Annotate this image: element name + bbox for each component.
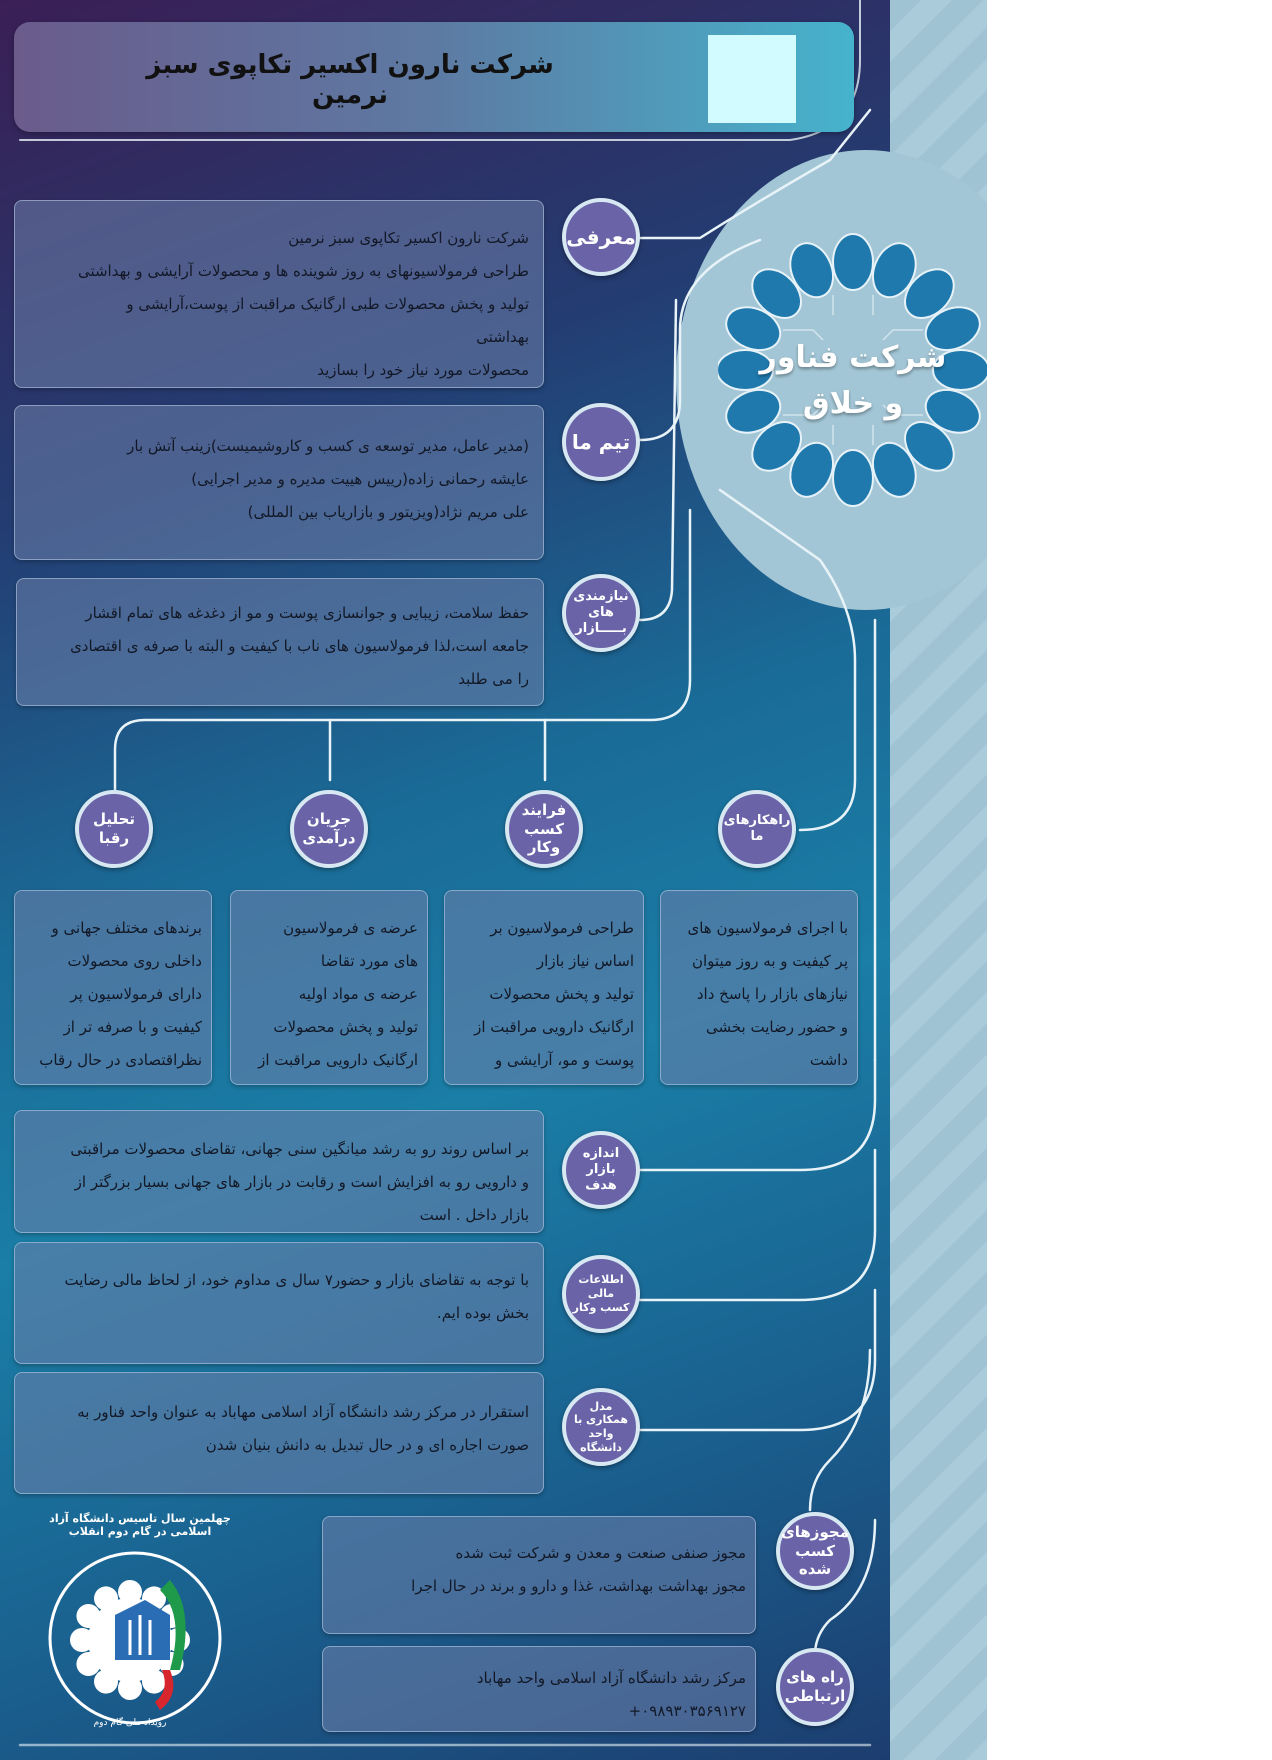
contact-line: ۰۹۸۹۳۰۳۵۶۹۱۲۷+ <box>628 1702 746 1720</box>
needs-label-2: بـــــازار <box>575 621 627 637</box>
university-line: استقرار در مرکز رشد دانشگاه آزاد اسلامی مهاباد به عنوان واحد فناور به <box>77 1403 529 1421</box>
finance-label-2: کسب وکار <box>572 1300 630 1314</box>
finance-line: با توجه به تقاضای بازار و حضور۷ سال ی مداوم خود، از لحاظ مالی رضایت <box>64 1271 529 1289</box>
licenses-label-1: مجوزهای <box>781 1522 849 1541</box>
licenses-circle <box>776 1512 854 1590</box>
contact-line: مرکز رشد دانشگاه آزاد اسلامی واحد مهاباد <box>476 1669 746 1687</box>
solutions-line: نیازهای بازار را پاسخ داد <box>696 985 848 1003</box>
contact-label-2: ارتباطی <box>784 1687 846 1705</box>
revenue-label-2: درآمدی <box>302 829 356 847</box>
finance-label-1: اطلاعات مالی <box>578 1273 624 1301</box>
finance-line: بخش بوده ایم. <box>436 1304 529 1322</box>
process-line: تولید و پخش محصولات <box>489 985 634 1003</box>
process-line: ارگانیک دارویی مراقبت از <box>474 1018 634 1036</box>
contact-label-1: راه های <box>786 1668 844 1687</box>
needs-text <box>26 597 529 696</box>
solutions-line: و حضور رضایت بخشی <box>705 1018 848 1036</box>
licenses-text <box>332 1537 746 1603</box>
anniversary-logo-footer: رویداد ملی گام دوم <box>93 1718 167 1728</box>
process-text <box>452 912 634 1077</box>
contact-text <box>332 1662 746 1728</box>
competitors-text <box>22 912 202 1077</box>
needs-line: جامعه است،لذا فرمولاسیون های ناب با کیفیت و البته با صرفه ی اقتصادی <box>70 637 529 655</box>
company-logo-placeholder <box>708 35 796 123</box>
needs-circle <box>562 574 640 652</box>
solutions-label-2: ما <box>750 829 764 844</box>
revenue-line: عرضه ی فرمولاسیون <box>283 919 418 937</box>
team-line: عایشه رحمانی زاده(رییس هییت مدیره و مدیر اجرایی) <box>191 470 529 488</box>
process-line: اساس نیاز بازار <box>536 952 634 970</box>
market-text <box>24 1133 529 1232</box>
intro-line: محصولات مورد نیاز خود را بسازید <box>317 361 529 379</box>
competitors-label: تحلیل رقبا <box>92 810 136 847</box>
emblem-line2: و خلاق <box>802 386 904 421</box>
solutions-circle <box>718 790 796 868</box>
team-circle <box>562 403 640 481</box>
process-line: طراحی فرمولاسیون بر <box>490 919 634 937</box>
revenue-circle <box>290 790 368 868</box>
market-line: و دارویی رو به افزایش است و رقابت در بازار های جهانی بسیار بزرگتر از <box>74 1173 529 1191</box>
needs-line: را می طلبد <box>458 670 529 688</box>
intro-line: طراحی فرمولاسیونهای به روز شوینده ها و محصولات آرایشی و بهداشتی <box>77 262 529 280</box>
page-title: شرکت نارون اکسیر تکاپوی سبز نرمین <box>146 50 554 110</box>
revenue-line: های مورد تقاضا <box>320 952 418 970</box>
revenue-text <box>238 912 418 1077</box>
university-line: صورت اجاره ای و در حال تبدیل به دانش بنیان شدن <box>205 1436 529 1454</box>
solutions-line: با اجرای فرمولاسیون های <box>687 919 848 937</box>
competitors-line: نظراقتصادی در حال رقاب <box>39 1051 202 1069</box>
team-label: تیم ما <box>571 429 631 454</box>
university-label-1: مدل <box>589 1399 613 1413</box>
revenue-label-1: جریان <box>306 810 352 829</box>
revenue-line: عرضه ی مواد اولیه <box>298 985 418 1003</box>
intro-circle <box>562 198 640 276</box>
university-anniversary-logo-icon <box>20 1520 250 1750</box>
team-line: (مدیر عامل، مدیر توسعه ی کسب و کاروشیمیست)زینب آتش بار <box>127 437 529 455</box>
intro-line: بهداشتی <box>476 328 529 346</box>
solutions-text <box>668 912 848 1077</box>
needs-line: حفظ سلامت، زیبایی و جوانسازی پوست و مو از دغدغه های تمام اقشار <box>85 604 529 622</box>
licenses-line: مجوز بهداشت بهداشت، غذا و دارو و برند در حال اجرا <box>411 1577 746 1595</box>
university-circle <box>562 1388 640 1466</box>
team-line: علی مریم نژاد(ویزیتور و بازاریاب بین المللی) <box>247 503 529 521</box>
process-line: پوست و مو، آرایشی و <box>494 1051 634 1069</box>
competitors-line: برندهای مختلف جهانی و <box>51 919 202 937</box>
university-text <box>24 1396 529 1462</box>
solutions-label-1: راهکارهای <box>723 812 791 828</box>
competitors-circle <box>75 790 153 868</box>
team-text <box>24 430 529 529</box>
market-circle <box>562 1131 640 1209</box>
finance-circle <box>562 1255 640 1333</box>
market-line: بر اساس روند رو به رشد میانگین سنی جهانی، تقاضای محصولات مراقبتی <box>70 1140 529 1158</box>
competitors-line: کیفیت و با صرفه تر از <box>63 1018 202 1036</box>
intro-line: شرکت نارون اکسیر تکاپوی سبز نرمین <box>288 229 529 247</box>
process-circle <box>505 790 583 868</box>
needs-label-1: نیازمندی های <box>573 588 629 620</box>
solutions-line: داشت <box>809 1051 848 1069</box>
process-label-2: کسب وکار <box>524 819 564 857</box>
university-label-3: واحد دانشگاه <box>580 1427 622 1454</box>
licenses-label-2: کسب شده <box>795 1541 835 1579</box>
emblem-text <box>718 335 987 427</box>
competitors-line: داخلی روی محصولات <box>67 952 202 970</box>
market-label-2: هدف <box>585 1178 617 1194</box>
competitors-line: دارای فرمولاسیون پر <box>70 985 202 1003</box>
anniversary-logo-text: چهلمین سال تاسیس دانشگاه آزاد اسلامی در گام دوم انقلاب <box>49 1512 231 1538</box>
revenue-line: تولید و پخش محصولات <box>273 1018 418 1036</box>
university-label-2: همکاری با <box>573 1413 629 1427</box>
process-label-1: فرایند <box>521 800 567 819</box>
emblem-line1: شرکت فناور <box>759 340 947 375</box>
solutions-line: پر کیفیت و به روز میتوان <box>691 952 848 970</box>
intro-label: معرفی <box>566 224 636 249</box>
revenue-line: ارگانیک دارویی مراقبت از <box>258 1051 418 1069</box>
market-label-1: اندازه بازار <box>582 1145 620 1177</box>
intro-text <box>24 222 529 387</box>
intro-line: تولید و پخش محصولات طبی ارگانیک مراقبت از پوست،آرایشی و <box>126 295 529 313</box>
contact-circle <box>776 1648 854 1726</box>
finance-text <box>24 1264 529 1330</box>
licenses-line: مجوز صنفی صنعت و معدن و شرکت ثبت شده <box>455 1544 746 1562</box>
market-line: بازار داخل . است <box>419 1206 529 1224</box>
